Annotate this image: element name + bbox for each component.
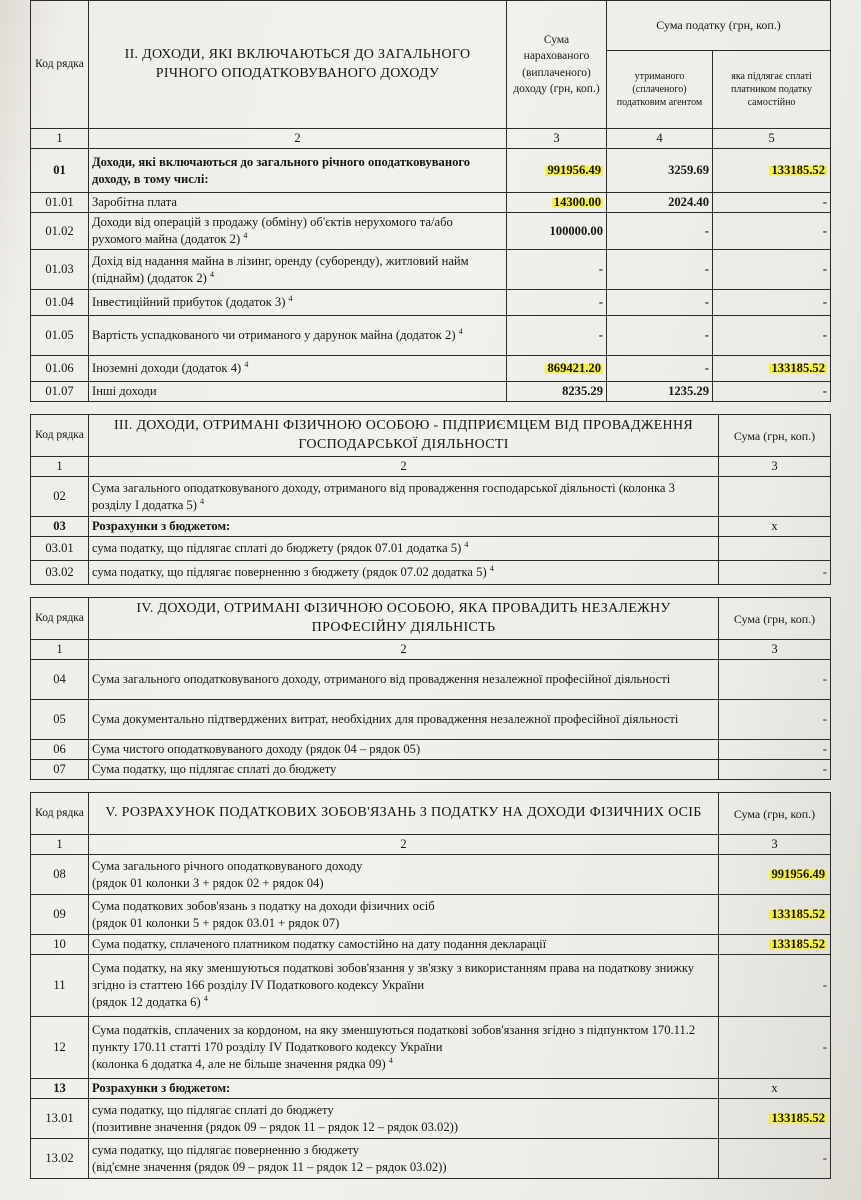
col-num: 1 [31,129,89,149]
col-num: 3 [719,640,831,660]
row-name: сума податку, що підлягає сплаті до бюджету [92,1102,334,1117]
tax-sum-header: Сума податку (грн, коп.) [607,1,831,51]
row-name: Сума загального оподатковуваного доходу, отриманого від провадження господарської діяльності (колонка 3 розділу I додатка 5) [92,480,675,512]
row-value: х [719,1079,831,1099]
section-3-table [30,414,831,585]
col-num: 3 [719,835,831,855]
row-withheld-tax: - [607,290,713,316]
row-name-cell [89,477,719,517]
row-income: 100000.00 [507,213,607,250]
col-num: 2 [89,835,719,855]
row-code: 03 [31,517,89,537]
row-name: Доходи від операцій з продажу (обміну) об'єктів нерухомого та/або рухомого майна (додаток 2) [92,215,453,247]
row-code: 12 [31,1017,89,1079]
sum-header: Сума (грн, коп.) [719,415,831,457]
row-code: 03.02 [31,561,89,585]
row-code: 01.05 [31,316,89,356]
row-name: сума податку, що підлягає поверненню з бюджету (рядок 07.02 додатка 5) [92,565,487,580]
row-formula: (колонка 6 додатка 4, але не більше значення рядка 09) [92,1057,386,1072]
row-name: Вартість успадкованого чи отриманого у дарунок майна (додаток 2) [92,328,456,343]
row-name: Сума чистого оподатковуваного доходу (рядок 04 – рядок 05) [89,740,719,760]
col-num: 3 [719,457,831,477]
row-withheld-tax: 2024.40 [607,193,713,213]
row-self-tax: - [713,316,831,356]
section-3-title: III. ДОХОДИ, ОТРИМАНІ ФІЗИЧНОЮ ОСОБОЮ - ПІДПРИЄМЦЕМ ВІД ПРОВАДЖЕННЯ ГОСПОДАРСЬКОЇ ДІЯЛЬНОСТІ [89,415,719,457]
row-code: 01.07 [31,382,89,402]
row-code: 06 [31,740,89,760]
footnote-mark: 4 [243,231,248,240]
withheld-tax-header: утриманого (сплаченого) податковим агентом [607,51,713,129]
sum-header: Сума (грн, коп.) [719,793,831,835]
section-4-table [30,597,831,780]
row-value: - [719,760,831,780]
row-name-cell [89,250,507,290]
row-self-tax: - [713,213,831,250]
row-income: - [507,290,607,316]
row-name-cell [89,1139,719,1179]
section-2-table [30,0,831,402]
section-2-title: II. ДОХОДИ, ЯКІ ВКЛЮЧАЮТЬСЯ ДО ЗАГАЛЬНОГО РІЧНОГО ОПОДАТКОВУВАНОГО ДОХОДУ [89,1,507,129]
row-name: Дохід від надання майна в лізинг, оренду (суборенду), житловий найм (піднайм) (додаток 2) [92,253,469,285]
row-income: 8235.29 [507,382,607,402]
row-code: 07 [31,760,89,780]
col-num: 4 [607,129,713,149]
row-name-cell [89,855,719,895]
row-formula: (позитивне значення (рядок 09 – рядок 11 – рядок 12 – рядок 03.02)) [92,1119,459,1134]
row-code: 08 [31,855,89,895]
row-code: 01 [31,149,89,193]
row-code: 11 [31,955,89,1017]
row-name-cell [89,1099,719,1139]
row-name: Інші доходи [89,382,507,402]
footnote-mark: 4 [489,564,494,574]
row-code: 03.01 [31,537,89,561]
row-name-cell [89,537,719,561]
row-formula: (рядок 01 колонки 5 + рядок 03.01 + рядок 07) [92,915,340,930]
row-self-tax: 133185.52 [771,361,825,376]
section-5-title: V. РОЗРАХУНОК ПОДАТКОВИХ ЗОБОВ'ЯЗАНЬ З ПОДАТКУ НА ДОХОДИ ФІЗИЧНИХ ОСІБ [89,793,719,835]
row-name-cell [89,955,719,1017]
row-code: 10 [31,935,89,955]
row-code: 09 [31,895,89,935]
row-name: Сума податку, сплаченого платником податку самостійно на дату подання декларації [89,935,719,955]
row-income: - [507,250,607,290]
row-formula: (рядок 12 додатка 6) [92,995,201,1010]
row-value: - [719,955,831,1017]
footnote-mark: 4 [464,540,469,550]
row-name: Розрахунки з бюджетом: [89,1079,719,1099]
row-name-cell [89,316,507,356]
row-income: 991956.49 [547,163,601,177]
row-self-tax: 133185.52 [771,163,825,177]
row-withheld-tax: - [607,356,713,382]
row-value: 133185.52 [771,907,825,922]
row-formula: (рядок 01 колонки 3 + рядок 02 + рядок 04) [92,875,324,890]
row-self-tax: - [713,193,831,213]
row-formula: (від'ємне значення (рядок 09 – рядок 11 – рядок 12 – рядок 03.02)) [92,1159,447,1174]
row-name-cell [89,1017,719,1079]
row-name: сума податку, що підлягає сплаті до бюджету (рядок 07.01 додатка 5) [92,541,462,556]
section-4-title: IV. ДОХОДИ, ОТРИМАНІ ФІЗИЧНОЮ ОСОБОЮ, ЯКА ПРОВАДИТЬ НЕЗАЛЕЖНУ ПРОФЕСІЙНУ ДІЯЛЬНІСТЬ [89,598,719,640]
row-code: 01.04 [31,290,89,316]
sum-header: Сума (грн, коп.) [719,598,831,640]
row-name-cell [89,895,719,935]
footnote-mark: 4 [388,1056,393,1066]
row-name-cell [89,356,507,382]
row-name-cell [89,561,719,585]
row-self-tax: - [713,250,831,290]
row-value: - [719,1139,831,1179]
footnote-mark: 4 [288,294,293,304]
row-value: 133185.52 [771,937,825,952]
row-code: 01.02 [31,213,89,250]
code-header: Код рядка [31,793,89,835]
footnote-mark: 4 [209,269,214,279]
code-header: Код рядка [31,598,89,640]
row-value [719,477,831,517]
row-withheld-tax: 1235.29 [607,382,713,402]
row-value [719,537,831,561]
row-name: Сума податку, на яку зменшуються податкові зобов'язання у зв'язку з використанням права на податкову знижку згідно із статтею 166 розділу IV Податкового кодексу України [92,961,695,993]
row-code: 01.03 [31,250,89,290]
self-paid-tax-header: яка підлягає сплаті платником податку самостійно [713,51,831,129]
row-name-cell [89,213,507,250]
row-name: Іноземні доходи (додаток 4) [92,361,242,376]
row-value: - [719,660,831,700]
row-name: Сума податків, сплачених за кордоном, на яку зменшуються податкові зобов'язання згідно з підпунктом 170.11.2 пункту 170.11 статті 170 розділу IV Податкового кодексу України [92,1023,696,1055]
row-value: 133185.52 [771,1111,825,1126]
tax-declaration-document [30,0,830,1179]
row-code: 04 [31,660,89,700]
row-value: - [719,1017,831,1079]
row-name: Доходи, які включаються до загального річного оподатковуваного доходу, в тому числі: [89,149,507,193]
row-value: - [719,561,831,585]
row-code: 13 [31,1079,89,1099]
row-value: х [719,517,831,537]
row-withheld-tax: 3259.69 [607,149,713,193]
footnote-mark: 4 [244,360,249,370]
row-name: Сума загального річного оподатковуваного доходу [92,858,363,873]
col-num: 2 [89,129,507,149]
footnote-mark: 4 [458,327,463,337]
row-value: - [719,740,831,760]
col-num: 2 [89,457,719,477]
row-name: Заробітна плата [89,193,507,213]
col-num: 1 [31,835,89,855]
row-self-tax: - [713,382,831,402]
col-num: 1 [31,457,89,477]
code-header: Код рядка [31,415,89,457]
row-name: Розрахунки з бюджетом: [89,517,719,537]
row-code: 01.01 [31,193,89,213]
row-income: 14300.00 [553,195,601,209]
section-5-table [30,792,831,1179]
income-sum-header: Сума нарахованого (виплаченого) доходу (грн, коп.) [507,1,607,129]
row-name: Сума податкових зобов'язань з податку на доходи фізичних осіб [92,898,435,913]
row-name: Сума загального оподатковуваного доходу, отриманого від провадження незалежної професійної діяльності [89,660,719,700]
row-code: 02 [31,477,89,517]
row-withheld-tax: - [607,250,713,290]
row-value: 991956.49 [771,867,825,882]
col-num: 2 [89,640,719,660]
col-num: 3 [507,129,607,149]
row-self-tax: - [713,290,831,316]
row-code: 01.06 [31,356,89,382]
row-income: 869421.20 [547,361,601,376]
col-num: 1 [31,640,89,660]
row-name: Інвестиційний прибуток (додаток 3) [92,295,286,310]
row-name: Сума документально підтверджених витрат, необхідних для провадження незалежної професійної діяльності [89,700,719,740]
row-value: - [719,700,831,740]
row-name-cell [89,290,507,316]
footnote-mark: 4 [200,496,205,506]
row-income: - [507,316,607,356]
row-withheld-tax: - [607,316,713,356]
row-code: 13.02 [31,1139,89,1179]
row-code: 13.01 [31,1099,89,1139]
row-code: 05 [31,700,89,740]
footnote-mark: 4 [203,994,208,1004]
row-name: сума податку, що підлягає поверненню з бюджету [92,1142,360,1157]
code-header: Код рядка [31,1,89,129]
col-num: 5 [713,129,831,149]
row-name: Сума податку, що підлягає сплаті до бюджету [89,760,719,780]
row-withheld-tax: - [607,213,713,250]
